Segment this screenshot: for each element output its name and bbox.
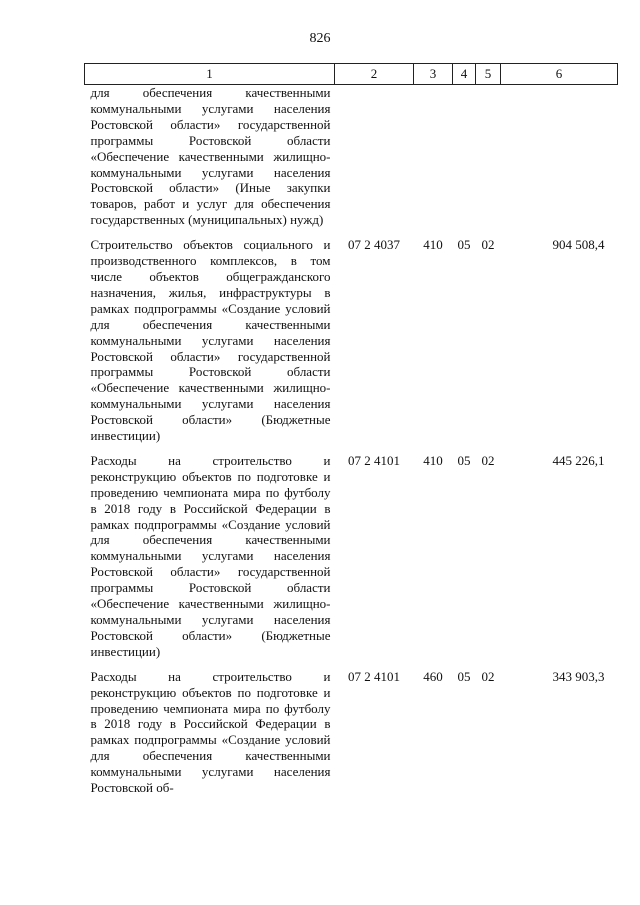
table-row [85, 85, 618, 229]
page-number: 826 [309, 31, 331, 46]
row-amount: 445 226,1 [552, 452, 605, 468]
row-subsection [476, 85, 501, 229]
table-row [85, 660, 618, 796]
column-header-2: 2 [335, 64, 414, 85]
row-subsection: 02 [481, 452, 495, 468]
table-row [85, 444, 618, 660]
row-expense-type: 460 [423, 668, 443, 684]
column-header-6: 6 [501, 64, 618, 85]
row-section [453, 85, 476, 229]
row-expense-type: 410 [423, 237, 443, 253]
table-header-row [85, 64, 618, 85]
row-amount [501, 85, 618, 229]
column-header-3: 3 [414, 64, 453, 85]
budget-table [84, 63, 618, 796]
row-amount: 904 508,4 [552, 237, 605, 253]
row-description: для обеспечения качественными коммунальными услугами населения Ростовской области» государственной программы Ростовской области «Обеспечение качественными жилищно-коммунальными услугами населения Ростовской области» (Иные закупки товаров, работ и услуг для обеспечения государственных (муниципальных) нужд) [90, 85, 331, 228]
column-header-4: 4 [453, 64, 476, 85]
row-subsection: 02 [481, 668, 495, 684]
row-expense-type: 410 [423, 452, 443, 468]
row-amount: 343 903,3 [552, 668, 605, 684]
row-subsection: 02 [481, 237, 495, 253]
column-header-1: 1 [85, 64, 335, 85]
row-section: 05 [457, 237, 471, 253]
row-expense-type [414, 85, 453, 229]
row-description: Расходы на строительство и реконструкцию объектов по подготовке и проведению чемпионата мира по футболу в 2018 году в Российской Федерации в рамках подпрограммы «Создание условий для обеспечения качественными коммунальными услугами населения Ростовской об- [90, 668, 331, 796]
row-target-article: 07 2 4101 [348, 668, 400, 684]
table-row [85, 228, 618, 444]
column-header-5: 5 [476, 64, 501, 85]
row-section: 05 [457, 668, 471, 684]
row-target-article [335, 85, 414, 229]
row-section: 05 [457, 452, 471, 468]
row-description: Расходы на строительство и реконструкцию объектов по подготовке и проведению чемпионата мира по футболу в 2018 году в Российской Федерации в рамках подпрограммы «Создание условий для обеспечения качественными коммунальными услугами населения Ростовской области» государственной программы Ростовской области «Обеспечение качественными жилищно-коммунальными услугами населения Ростовской области» (Бюджетные инвестиции) [90, 452, 331, 659]
row-target-article: 07 2 4101 [348, 452, 400, 468]
row-description: Строительство объектов социального и производственного комплексов, в том числе объектов общегражданского назначения, жилья, инфраструктуры в рамках подпрограммы «Создание условий для обеспечения качественными коммунальными услугами населения Ростовской области» государственной программы Ростовской области «Обеспечение качественными жилищно-коммунальными услугами населения Ростовской области» (Бюджетные инвестиции) [90, 237, 331, 444]
row-target-article: 07 2 4037 [348, 237, 400, 253]
